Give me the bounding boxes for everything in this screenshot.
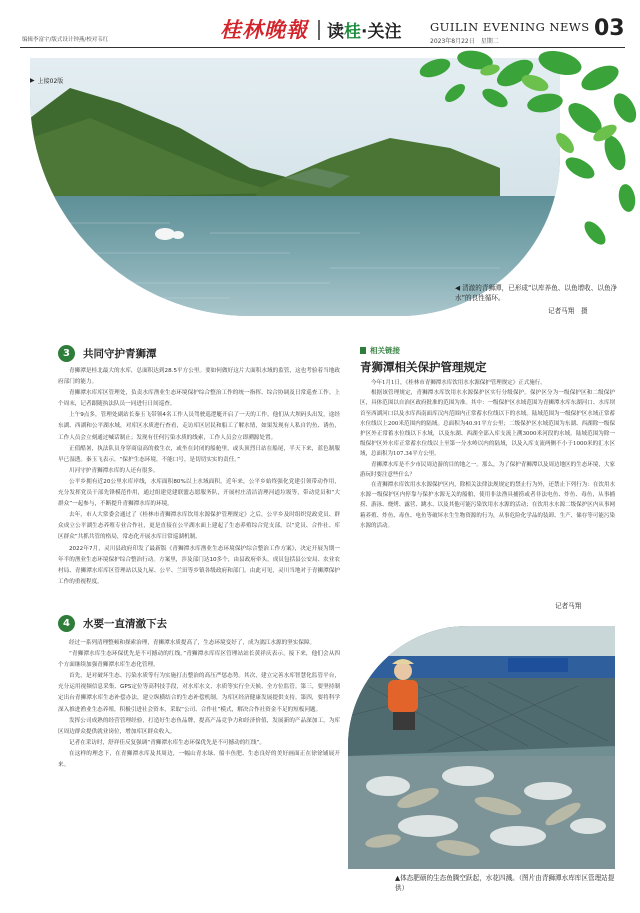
page-number: 03: [594, 16, 625, 41]
arrow-up-icon: ▲: [395, 874, 401, 882]
paragraph: 青狮潭是桂北最大的水库，总面积达到28.5平方公里。要如何做好这片大面积水域的监管，这也考验着当地政府部门的能力。: [58, 368, 340, 386]
section-3-body: [58, 366, 340, 606]
paragraph: 在青狮潭水库饮用水水源保护区内，除相关法律法规规定的禁止行为外，还禁止下列行为：在饮用水水源一级保护区内停靠与保护水源无关的船舶，使用非法渔具捕捞或者非法电鱼、炸鱼、毒鱼，从事捕捞、游泳、烧烤、露营、跳水、以及其他可能污染饮用水水源的活动；在饮用水水源二级保护区内从事网箱养殖、炸鱼、毒鱼、电鱼等破坏水生生物资源的行为，从事危险化学品的装卸、生产、储存等可能污染水源的活动。: [360, 482, 615, 529]
section-4-body: [58, 638, 340, 850]
paragraph: “青狮潭水库生态环保优先是不可撼动的红线。”青狮潭水库库区管理站站长黄祥庆表示，接下来，他们会从四个方面继续加强青狮潭水库生态化管理。: [58, 651, 340, 669]
continued-from-tag: ▶ 上接02版: [30, 77, 64, 85]
related-link-label: 相关链接: [360, 345, 400, 356]
paragraph: 今年1月1日，《桂林市青狮潭水库饮用水水源保护管理规定》正式施行。: [371, 380, 546, 386]
paragraph: 发挥公司成熟的经营管理经验，打造好生态鱼品牌，提高产品竞争力和经济价值，发展新的产品深加工，为库区周边群众提供就业岗位，增加库区群众收入。: [58, 717, 340, 735]
paragraph: 去年，市人大常委会通过了《桂林市青狮潭水库饮用水源保护管理规定》之后，公平乡及时组织党政党员、群众成立公平湖生态养殖专业合作社，更是直接在公平湖水面上建起了生态养殖综合党支部，以“党员、合作社、库区群众”共抓共管的格局，常态化开展水库日常巡湖机制。: [58, 512, 340, 541]
paragraph: 在这样的理念下，在青狮潭水库及其周边，一幅山青水绿、船丰鱼肥、生态良好的美好画面正在徐徐铺展开来。: [58, 750, 340, 769]
masthead-logo: 桂林晚報: [220, 17, 308, 42]
section-3-title: 共同守护青狮潭: [83, 348, 157, 360]
related-title: 青狮潭相关保护管理规定: [360, 360, 487, 374]
fish-photo-caption: ▲体态肥硕的生态鱼腾空跃起，水花四溅。（图片由青狮潭水库库区管理站提供）: [395, 874, 615, 892]
related-body: [360, 378, 615, 588]
section-title: 读桂·关注: [327, 22, 402, 42]
paragraph: 青狮潭水库库区管理处，负责水库渔业生态环境保护综合整治工作的统一指挥、综合协调及日常巡查工作。上个周末，记者跟随执法队员一同进行日间巡查。: [58, 390, 340, 408]
masthead-divider: [318, 20, 320, 40]
section-number-badge: 3: [58, 345, 75, 362]
section-4-heading: [58, 615, 167, 632]
section-3-heading: [58, 345, 157, 362]
paragraph: 上午9点多，管理处副站长秦玉飞带领4名工作人员驾驶巡逻艇开启了一天的工作。他们从大坝码头出发，途经东湖、西湖和公平湖水域，对库区水质进行查看，走访库区居民和船工了解水情，如果发现有人私自钓鱼、诱鱼，工作人员会立刻通过喊话制止；发现有任何污染水质的线索，工作人员会立即溯源处置。: [58, 412, 340, 441]
english-masthead: GUILIN EVENING NEWS: [430, 20, 590, 34]
paragraph: 记者在采访时，舒祥佳反复强调“青狮潭水库生态环保优先是不可撼动的红线”。: [69, 739, 265, 746]
paragraph: 公平乡拥有近20公里水库岸线，水库面积80%以上水域面积。近年来，公平乡始终强化党建引领带动作用，充分发挥党员干部先锋模范作用，通过组建党建联盟志愿服务队，开展村庄清洁清理河道垃圾等，带动党员和“大群众”一起参与，不断提升青狮潭水库的环境。: [58, 478, 340, 508]
paragraph: 川河守护青狮潭水库的人还有很多。: [69, 467, 159, 474]
square-bullet-icon: [360, 347, 366, 354]
section-4-title: 水要一直清澈下去: [83, 618, 167, 630]
paragraph: 青狮潭水库是不少市民周边游的目的地之一。那么，为了保护青狮潭以及周边地区的生态环境，大家游玩时要注意些什么？: [360, 461, 615, 478]
paragraph: 根据该管理规定，青狮潭水库饮用水水源保护区实行分级保护。保护区分为一级保护区和二级保护区，具体范围以自治区政府批准的范围为准。其中：一级保护区水域范围为青狮潭水库东湖河口、水库坝首至西湖河口以及水库西南面库汉内范围内正常蓄水位线以下的水域。陆域范围为一级保护区水域正常蓄水位线以上200米范围内的陆域。总面积为40.91平方公里；二级保护区水域范围为东湖、西湖除一级保护区外正常蓄水位线以下水域，以及东湖、西湖全部入库支流上溯3000米河段的水域。陆域范围为除一级保护区外水库正常蓄水位线以上至第一分水岭以内的陆域，以及入库支流两侧不小于1000米的汇水区域，总面积为107.34平方公里。: [360, 390, 615, 458]
arrow-right-icon: ▶: [30, 77, 35, 84]
hero-credit: 记者马翔 摄: [548, 307, 588, 315]
paragraph: 2022年7月，灵川县政府印发了最新版《青狮潭水库渔业生态环境保护综合整治工作方案》，决定开展为期一年半的渔业生态环境保护综合整治行动。方案里，涉及部门达10多个，由县政府牵头，成员包括县公安局、农业农村局、青狮潭水库库区管理站以及九屋、公平、兰田等乡镇各级政府和部门。由此可见，灵川当地对于青狮潭保护工作的重视程度。: [58, 545, 340, 585]
fish-farm-photo: [348, 626, 615, 869]
related-credit: 记者马翔: [555, 602, 582, 610]
editor-credits: 编辑李富宇/版式设计钟燕/校对韦红: [22, 37, 109, 43]
leaf-decoration: [395, 48, 640, 278]
paragraph: 正值酷暑，执法队员身穿商扇高的救生衣，或坐在封闭的船舱里，或头顶烈日站在船尾，半天下来，蓝色制服早已湿透。秦玉飞表示，“保护生态环境，不能口号，是切切实实的责任。”: [58, 445, 340, 463]
paragraph: 经过一系列清理整顿和探索治理，青狮潭水质提高了，生态环境变好了，成为漓江水源的坚实保障。: [69, 640, 316, 646]
hero-caption: ◀ 清澈的青狮潭，已形成“以库养鱼、以鱼增收、以鱼净水”的良性循环。: [455, 284, 618, 302]
paragraph: 首先，是对破坏生态、污染水质等行为实施打击整治的高压严惩态势。其次，建立完善水库智慧化监管平台，充分运用视频信息采集、GPS定位等高科技手段，对水库水文、水质等实行全天候、全方位监管。第三，要坚持制定出台青狮潭水库生态补偿办法，建立纵横结合的生态补偿机制，为库区经济健康发展提供支持。第四，要将科学深入推进渔业生态养殖，积极引进社会资本，采取“公司、合作社”模式，解决合作社资金不足的短板问题。: [58, 673, 340, 713]
issue-date: 2023年8月22日 星期二: [430, 38, 499, 45]
section-number-badge: 4: [58, 615, 75, 632]
arrow-left-icon: ◀: [455, 284, 461, 292]
